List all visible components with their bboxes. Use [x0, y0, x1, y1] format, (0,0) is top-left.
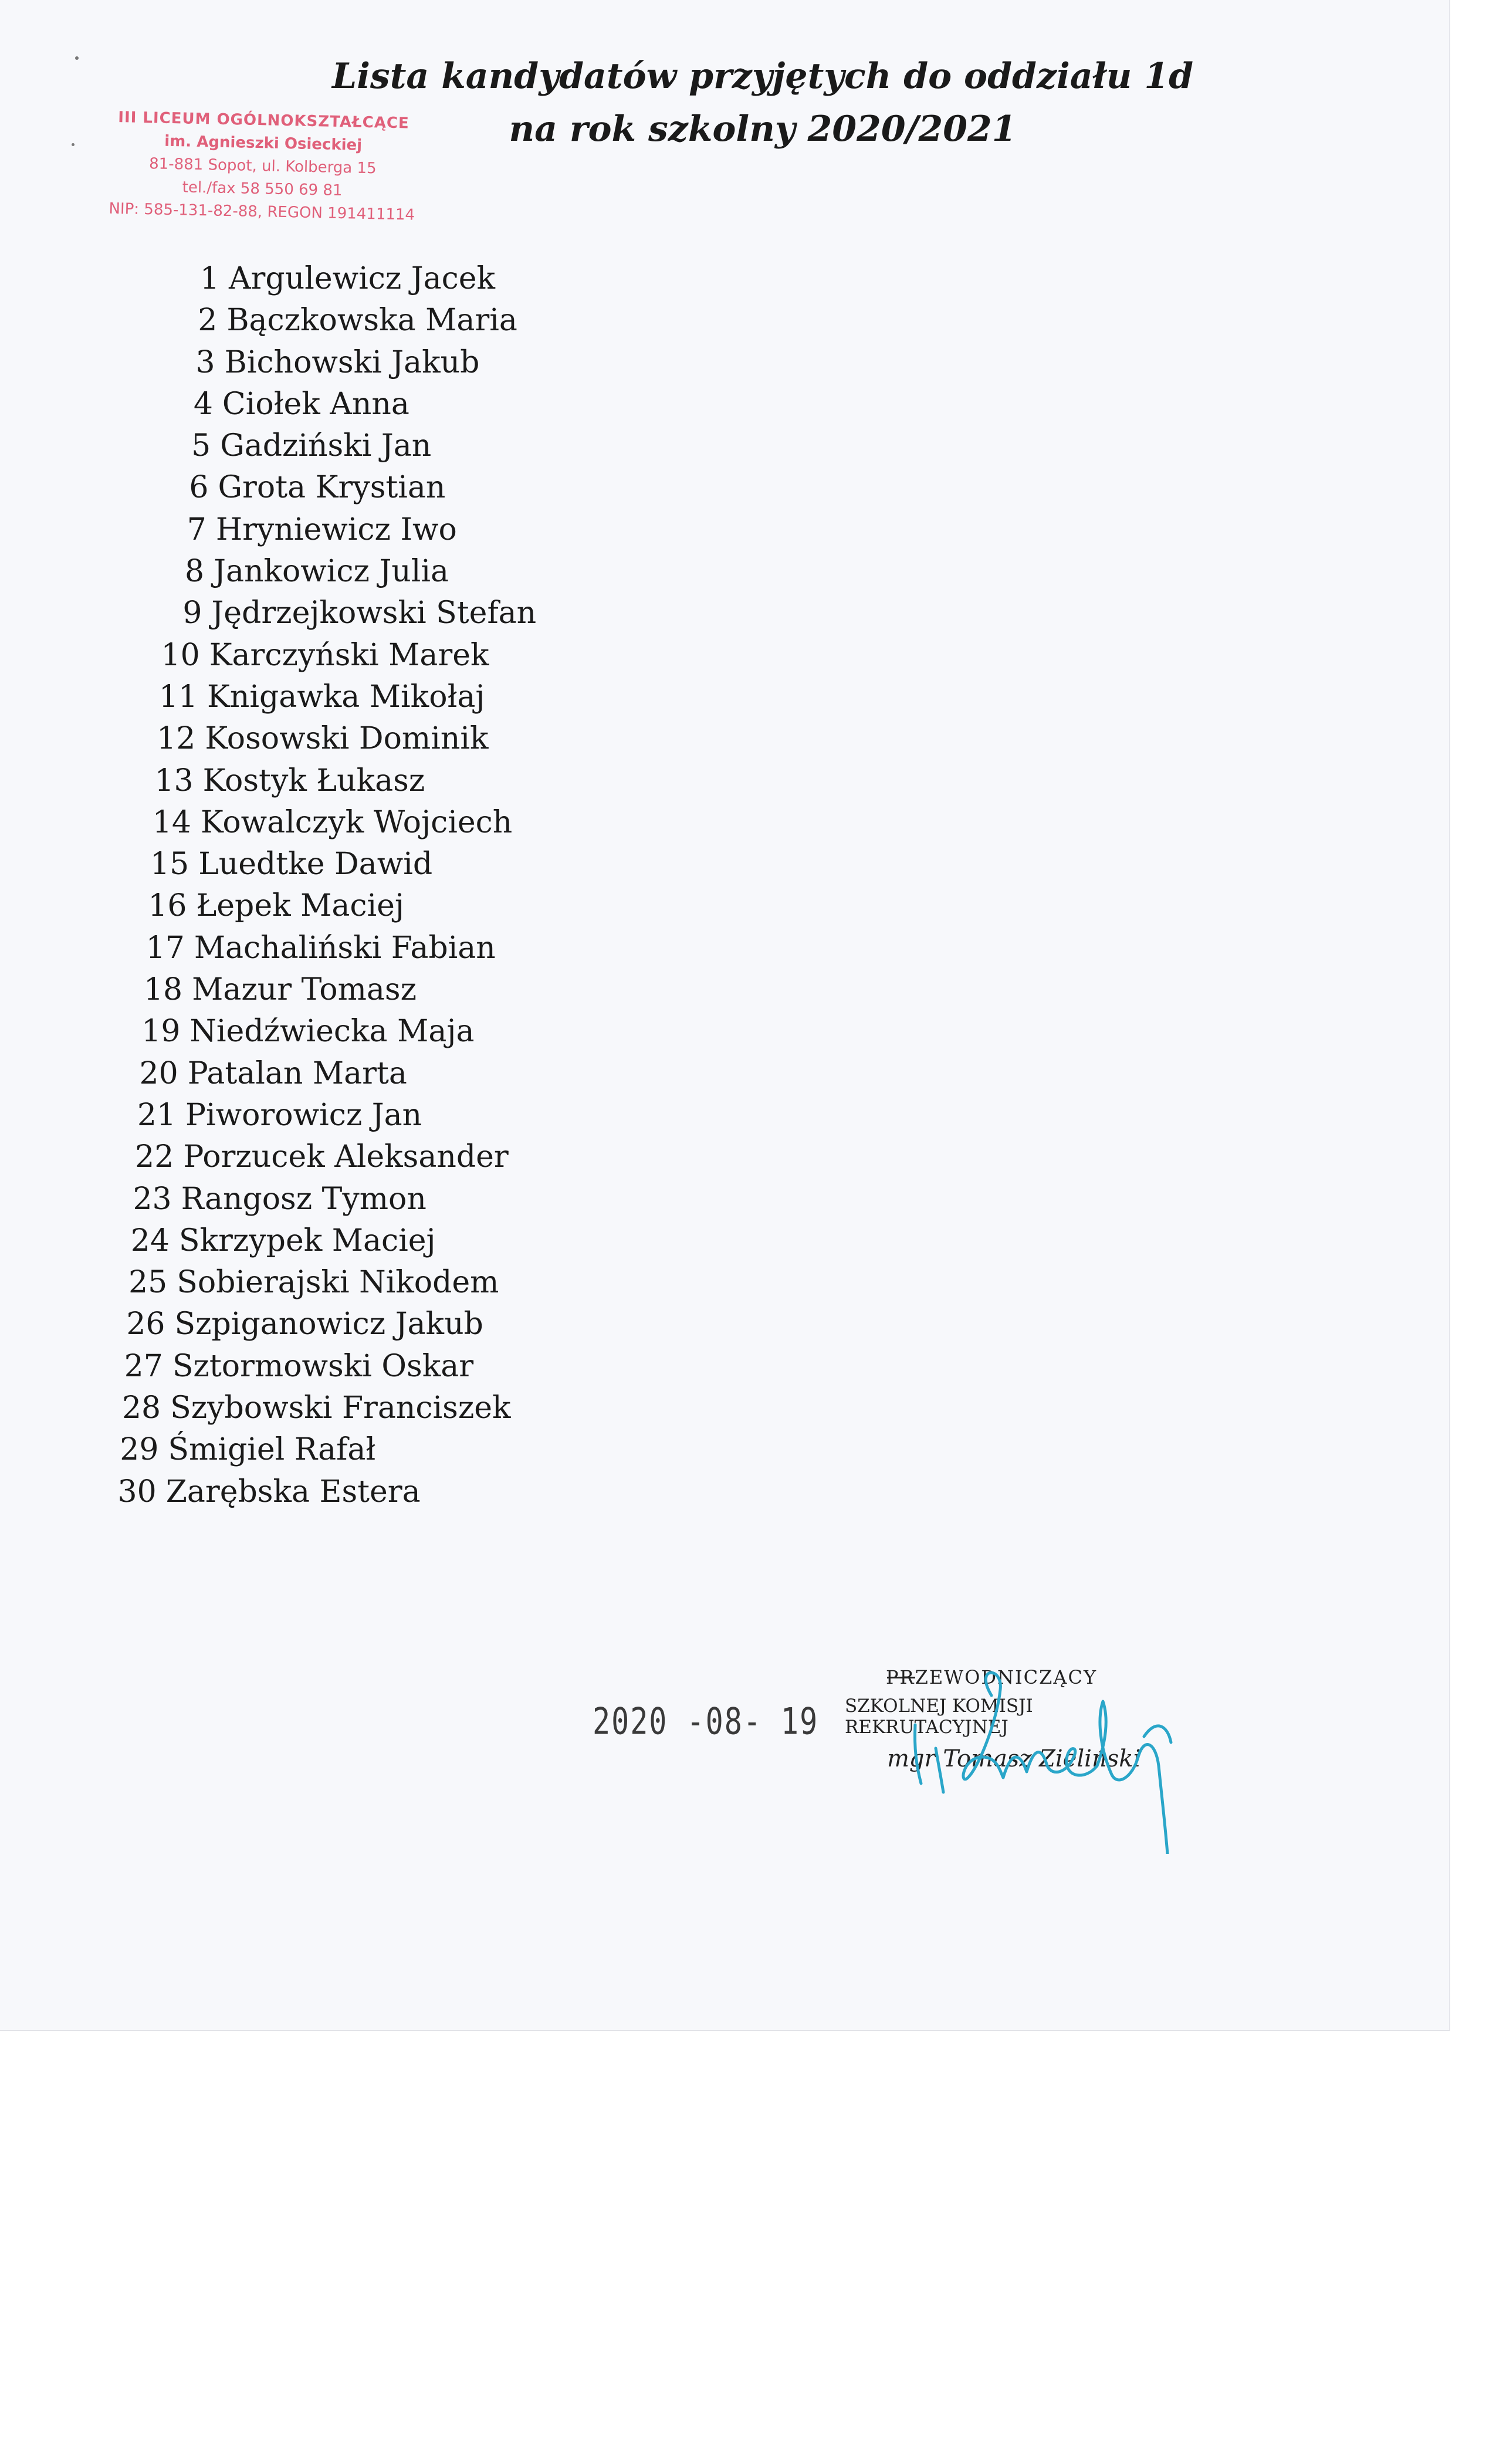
stamp-line-4: tel./fax 58 550 69 81 — [182, 178, 343, 200]
candidate-number: 9 — [182, 595, 202, 631]
candidate-name: Grota Krystian — [218, 470, 446, 506]
candidate-row — [134, 384, 662, 425]
candidate-row — [110, 844, 638, 885]
candidate-number: 21 — [137, 1097, 176, 1133]
candidate-number: 5 — [191, 428, 211, 464]
candidate-name: Porzucek Aleksander — [183, 1139, 509, 1175]
title-line-2: na rok szkolny 2020/2021 — [509, 109, 1017, 150]
candidate-name: Kostyk Łukasz — [202, 763, 425, 798]
candidate-name: Szpiganowicz Jakub — [174, 1307, 483, 1342]
candidate-number: 2 — [198, 303, 218, 339]
candidate-number: 6 — [189, 470, 209, 506]
candidate-row — [117, 718, 645, 760]
candidate-name: Niedźwiecka Maja — [189, 1014, 475, 1050]
candidate-list — [117, 258, 669, 1513]
candidate-number: 25 — [128, 1265, 168, 1301]
stamp-line-3: 81-881 Sopot, ul. Kolberga 15 — [148, 155, 377, 178]
school-stamp — [86, 106, 440, 228]
candidate-number: 23 — [133, 1181, 172, 1217]
candidate-name: Skrzypek Maciej — [178, 1223, 436, 1258]
candidate-row — [80, 1429, 608, 1471]
candidate-number: 15 — [150, 847, 189, 882]
candidate-name: Rangosz Tymon — [181, 1181, 427, 1217]
candidate-row — [89, 1262, 617, 1304]
date-stamp: 2020 -08- 19 — [593, 1700, 819, 1743]
candidate-row — [123, 593, 651, 634]
candidate-number: 10 — [161, 637, 200, 673]
candidate-name: Piworowicz Jan — [185, 1097, 422, 1133]
candidate-name: Kosowski Dominik — [205, 721, 489, 757]
candidate-name: Jędrzejkowski Stefan — [211, 595, 537, 631]
candidate-number: 29 — [120, 1432, 159, 1468]
signature-title-line-1: PRZEWODNICZĄCY — [886, 1666, 1098, 1688]
candidate-row — [91, 1220, 619, 1262]
candidate-name: Zarębska Estera — [165, 1474, 421, 1509]
candidate-name: Sztormowski Oskar — [172, 1348, 474, 1384]
candidate-row — [93, 1179, 621, 1220]
stamp-line-1: III LICEUM OGÓLNOKSZTAŁCĄCE — [118, 109, 410, 133]
candidate-name: Bichowski Jakub — [224, 344, 480, 380]
candidate-row — [126, 551, 654, 593]
candidate-name: Gadziński Jan — [220, 428, 432, 464]
candidate-name: Śmigiel Rafał — [168, 1432, 376, 1468]
candidate-row — [113, 802, 641, 844]
handwritten-signature — [880, 1631, 1197, 1854]
candidate-row — [119, 676, 647, 718]
candidate-name: Bączkowska Maria — [226, 303, 517, 339]
candidate-row — [138, 300, 666, 341]
candidate-number: 13 — [154, 763, 194, 798]
candidate-name: Knigawka Mikołaj — [207, 679, 485, 715]
candidate-row — [84, 1346, 612, 1387]
candidate-number: 7 — [187, 512, 207, 547]
candidate-name: Luedtke Dawid — [198, 847, 433, 882]
candidate-number: 19 — [141, 1014, 181, 1050]
candidate-row — [82, 1387, 610, 1429]
candidate-name: Szybowski Franciszek — [170, 1390, 511, 1426]
candidate-number: 27 — [124, 1348, 163, 1384]
candidate-number: 8 — [185, 554, 205, 590]
candidate-number: 18 — [143, 972, 183, 1008]
candidate-row — [104, 969, 632, 1011]
candidate-name: Kowalczyk Wojciech — [200, 804, 513, 840]
candidate-name: Argulewicz Jacek — [229, 261, 496, 296]
stamp-line-2: im. Agnieszki Osieckiej — [164, 132, 363, 154]
candidate-name: Łepek Maciej — [196, 888, 405, 924]
candidate-row — [141, 258, 669, 300]
scan-speck — [75, 56, 79, 60]
candidate-row — [95, 1136, 623, 1178]
candidate-name: Patalan Marta — [187, 1055, 407, 1091]
candidate-number: 22 — [135, 1139, 174, 1175]
title-line-1: Lista kandydatów przyjętych do oddziału 1d — [331, 56, 1194, 97]
document-title — [329, 50, 1197, 155]
candidate-number: 20 — [139, 1055, 178, 1091]
candidate-number: 11 — [158, 679, 198, 715]
signature-name: mgr Tomasz Zieliński — [887, 1745, 1141, 1772]
scan-speck — [72, 143, 75, 146]
candidate-number: 14 — [152, 804, 191, 840]
candidate-number: 30 — [117, 1474, 157, 1509]
candidate-name: Machaliński Fabian — [194, 930, 496, 966]
candidate-row — [132, 425, 660, 467]
candidate-row — [137, 342, 665, 384]
candidate-number: 28 — [121, 1390, 161, 1426]
candidate-number: 3 — [195, 344, 215, 380]
candidate-name: Sobierajski Nikodem — [177, 1265, 499, 1301]
candidate-row — [121, 635, 649, 676]
candidate-number: 4 — [193, 386, 213, 422]
candidate-number: 17 — [145, 930, 185, 966]
candidate-name: Karczyński Marek — [209, 637, 489, 673]
candidate-row — [130, 467, 658, 509]
candidate-name: Hryniewicz Iwo — [215, 512, 457, 547]
candidate-name: Jankowicz Julia — [214, 554, 449, 590]
candidate-row — [87, 1304, 615, 1345]
candidate-name: Ciołek Anna — [222, 386, 409, 422]
candidate-row — [115, 760, 643, 802]
candidate-number: 26 — [126, 1307, 165, 1342]
candidate-row — [101, 1011, 629, 1052]
signature-title-line-2: SZKOLNEJ KOMISJI REKRUTACYJNEJ — [845, 1695, 1033, 1738]
candidate-number: 24 — [130, 1223, 170, 1258]
candidate-name: Mazur Tomasz — [192, 972, 417, 1008]
candidate-row — [109, 885, 637, 927]
candidate-row — [106, 928, 634, 969]
candidate-row — [128, 509, 656, 551]
candidate-number: 12 — [157, 721, 196, 757]
candidate-number: 16 — [148, 888, 187, 924]
candidate-row — [78, 1471, 606, 1513]
stamp-line-5: NIP: 585-131-82-88, REGON 191411114 — [109, 199, 415, 224]
candidate-row — [97, 1095, 625, 1136]
candidate-number: 1 — [199, 261, 219, 296]
candidate-row — [100, 1053, 628, 1095]
